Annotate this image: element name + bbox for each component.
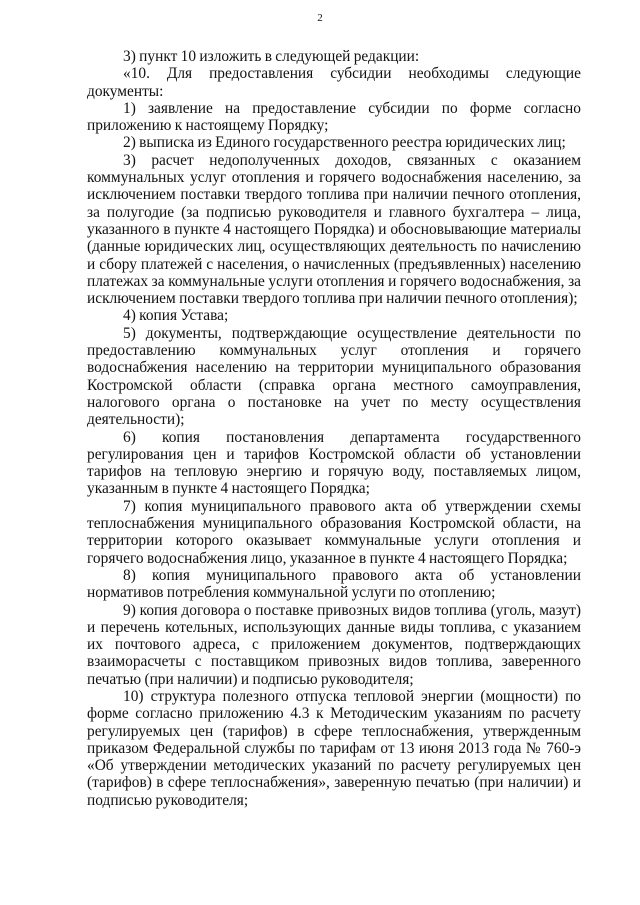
paragraph-doc-3: 3) расчет недополученных доходов, связанных с оказанием коммунальных услуг отопления и горячего водоснабжения населению, за исключением поставки твердого топлива при наличии печного отопления, за полугодие (за подписью руководителя и главного бухгалтера – лица, указанного в пункте 4 настоящего Порядка) и обосновывающие материалы (данные юридических лиц, осуществляющих деятельность по начислению и сбору платежей с населения, о начисленных (предъявленных) населению платежах за коммунальные услуги отопления и горячего водоснабжения, за исключением поставки твердого топлива при наличии печного отопления); [87, 151, 581, 308]
paragraph-doc-6: 6) копия постановления департамента государственного регулирования цен и тарифов Костромской области об установлении тарифов на тепловую энергию и горячую воду, поставляемых лицом, указанным в пункте 4 настоящего Порядка; [87, 428, 581, 498]
paragraph-doc-1: 1) заявление на предоставление субсидии по форме согласно приложению к настоящему Порядку; [87, 99, 581, 135]
page-number: 2 [317, 12, 323, 24]
paragraph-doc-2: 2) выписка из Единого государственного реестра юридических лиц; [123, 134, 566, 152]
paragraph-doc-7: 7) копия муниципального правового акта об утверждении схемы теплоснабжения муниципального образования Костромской области, на территории которого оказывает коммунальные услуги отопления и горячего водоснабжения лицо, указанное в пункте 4 настоящего Порядка; [87, 497, 581, 567]
paragraph-clause-10-heading: «10. Для предоставления субсидии необходимы следующие документы: [87, 65, 581, 100]
paragraph-doc-10: 10) структура полезного отпуска тепловой энергии (мощности) по форме согласно приложению 4.3 к Методическим указаниям по расчету регулируемых цен (тарифов) в сфере теплоснабжения, утвержденным приказом Федеральной службы по тарифам от 13 июня 2013 года № 760-э «Об утверждении методических указаний по расчету регулируемых цен (тарифов) в сфере теплоснабжения», заверенную печатью (при наличии) и подписью руководителя; [87, 687, 581, 809]
paragraph-item-3-intro: 3) пункт 10 изложить в следующей редакции: [123, 48, 420, 65]
paragraph-doc-5: 5) документы, подтверждающие осуществление деятельности по предоставлению коммунальных услуг отопления и горячего водоснабжения населению на территории муниципального образования Костромской области (справка органа местного самоуправления, налогового органа о постановке на учет по месту осуществления деятельности); [87, 324, 581, 429]
document-body [87, 48, 581, 809]
paragraph-doc-8: 8) копия муниципального правового акта об установлении нормативов потребления коммунальной услуги по отоплению; [87, 566, 581, 602]
paragraph-doc-9: 9) копия договора о поставке привозных видов топлива (уголь, мазут) и перечень котельных, использующих данные виды топлива, с указанием их почтового адреса, с приложением документов, подтверждающих взаиморасчеты с поставщиком привозных видов топлива, заверенного печатью (при наличии) и подписью руководителя; [87, 601, 581, 688]
paragraph-doc-4: 4) копия Устава; [123, 307, 229, 325]
